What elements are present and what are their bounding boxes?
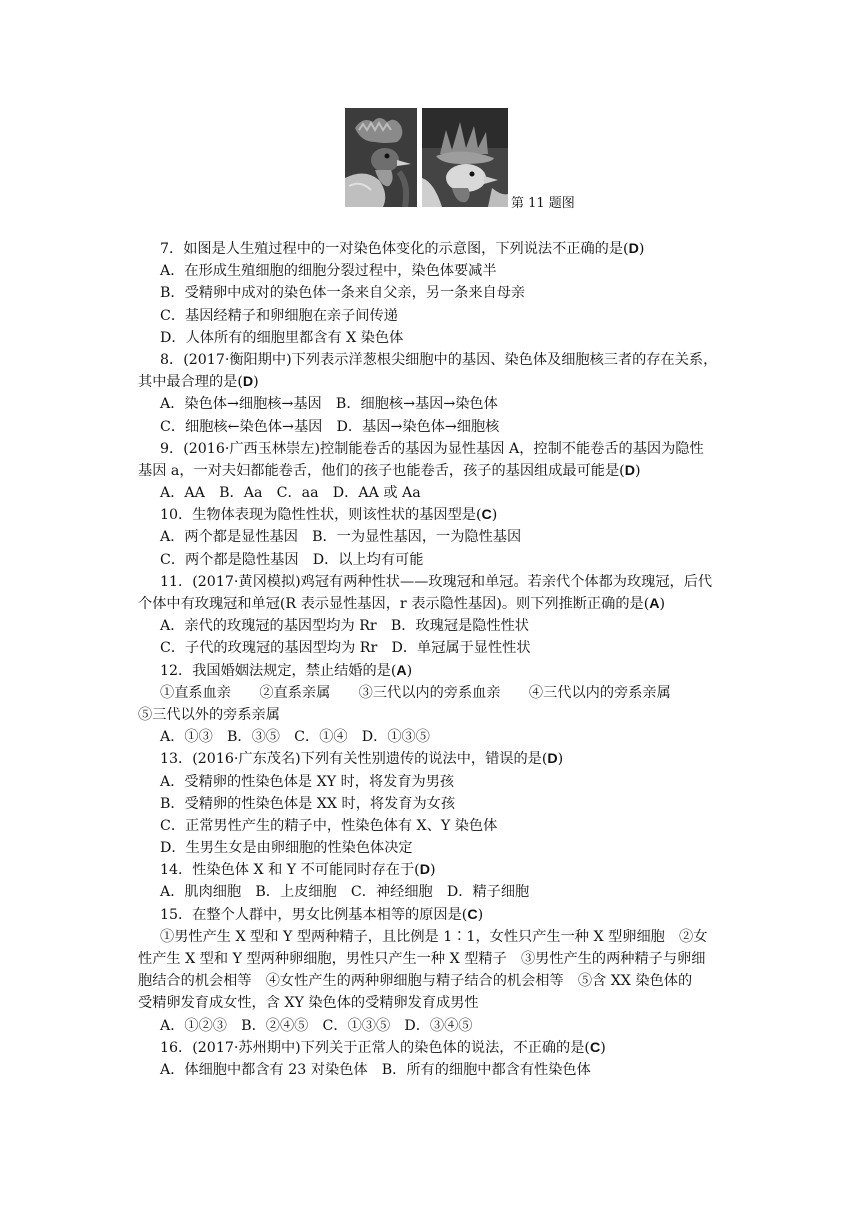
question-11-figure	[345, 108, 585, 211]
line-text: 个体中有玫瑰冠和单冠(R 表示显性基因，r 表示隐性基因)。则下列推断正确的是(	[138, 596, 650, 612]
closing-paren: )	[638, 241, 645, 257]
question-line	[160, 349, 732, 371]
answer-letter: D	[628, 241, 639, 257]
line-text: D．人体所有的细胞里都含有 X 染色体	[160, 329, 404, 346]
continuation-line	[138, 948, 732, 970]
line-text: 13．(2016·广东茂名)下列有关性别遗传的说法中，错误的是(	[160, 751, 548, 768]
rose-comb-rooster-photo	[345, 108, 417, 207]
option-line	[160, 327, 732, 349]
question-line	[160, 660, 732, 682]
answer-letter: C	[467, 906, 478, 923]
line-text: ⑤三代以外的旁系亲属	[138, 706, 280, 723]
option-line	[160, 282, 732, 304]
line-text: 14．性染色体 X 和 Y 不可能同时存在于(	[160, 862, 420, 879]
closing-paren: )	[491, 507, 498, 524]
option-line	[160, 393, 732, 415]
closing-paren: )	[557, 751, 564, 768]
question-line	[160, 859, 732, 881]
line-text: A．肌肉细胞 B．上皮细胞 C．神经细胞 D．精子细胞	[160, 884, 530, 901]
line-text: B．受精卵中成对的染色体一条来自父亲，另一条来自母亲	[160, 285, 526, 302]
option-line	[160, 837, 732, 859]
option-line	[160, 260, 732, 282]
line-text: C．子代的玫瑰冠的基因型均为 Rr D．单冠属于显性性状	[160, 640, 531, 657]
question-line	[160, 504, 732, 526]
line-text: 16．(2017·苏州期中)下列关于正常人的染色体的说法，不正确的是(	[160, 1039, 590, 1056]
option-line	[160, 416, 732, 438]
line-text: 基因 a，一对夫妇都能卷舌，他们的孩子也能卷舌，孩子的基因组成最可能是(	[138, 462, 625, 479]
line-text: 8．(2017·衡阳期中)下列表示洋葱根尖细胞中的基因、染色体及细胞核三者的存在关系，	[160, 351, 718, 368]
line-text: D．生男生女是由卵细胞的性染色体决定	[160, 840, 413, 857]
continuation-line	[138, 970, 732, 992]
closing-paren: )	[253, 374, 259, 391]
line-text: 受精卵发育成女性，含 XY 染色体的受精卵发育成男性	[138, 995, 479, 1012]
closing-paren: )	[477, 906, 484, 923]
closing-paren: )	[406, 662, 413, 679]
question-line	[160, 238, 732, 260]
line-text: B．受精卵的性染色体是 XX 时，将发育为女孩	[160, 795, 456, 812]
figure-caption: 第 11 题图	[511, 196, 575, 211]
line-text: C．正常男性产生的精子中，性染色体有 X、Y 染色体	[160, 817, 498, 834]
continuation-line	[138, 992, 732, 1014]
option-line	[160, 926, 732, 948]
closing-paren: )	[429, 862, 436, 879]
question-line	[160, 438, 732, 460]
line-text: 15．在整个人群中，男女比例基本相等的原因是(	[160, 906, 468, 923]
option-line	[160, 549, 732, 571]
option-line	[160, 771, 732, 793]
option-line	[160, 1059, 732, 1081]
line-text: 7．如图是人生殖过程中的一对染色体变化的示意图，下列说法不正确的是(	[160, 241, 629, 257]
answer-letter: D	[242, 374, 254, 391]
option-line	[160, 726, 732, 748]
continuation-line	[138, 460, 732, 482]
question-line	[160, 748, 732, 770]
question-line	[160, 904, 732, 926]
line-text: 胞结合的机会相等 ④女性产生的两种卵细胞与精子结合的机会相等 ⑤含 XX 染色体的	[138, 973, 693, 990]
continuation-line	[138, 371, 732, 393]
line-text: 9．(2016·广西玉林崇左)控制能卷舌的基因为显性基因 A，控制不能卷舌的基因为隐性	[160, 440, 704, 457]
option-line	[160, 615, 732, 637]
line-text: A．染色体→细胞核→基因 B．细胞核→基因→染色体	[160, 396, 498, 413]
line-text: C．两个都是隐性基因 D．以上均有可能	[160, 551, 424, 568]
line-text: 性产生 X 型和 Y 型两种卵细胞，男性只产生一种 X 型精子 ③男性产生的两种精子与卵细	[138, 951, 706, 967]
answer-letter: A	[649, 596, 660, 612]
option-line	[160, 1015, 732, 1037]
answer-letter: C	[481, 507, 492, 524]
line-text: A．体细胞中都含有 23 对染色体 B．所有的细胞中都含有性染色体	[160, 1061, 591, 1078]
line-text: 其中最合理的是(	[138, 374, 243, 391]
line-text: C．基因经精子和卵细胞在亲子间传递	[160, 307, 398, 324]
single-comb-rooster-photo	[422, 108, 508, 207]
line-text: A．亲代的玫瑰冠的基因型均为 Rr B．玫瑰冠是隐性性状	[160, 618, 529, 635]
option-line	[160, 682, 732, 704]
option-line	[160, 793, 732, 815]
continuation-line	[138, 593, 732, 615]
closing-paren: )	[659, 596, 666, 612]
line-text: 11．(2017·黄冈模拟)鸡冠有两种性状——玫瑰冠和单冠。若亲代个体都为玫瑰冠，后代	[160, 573, 713, 590]
answer-letter: C	[589, 1039, 601, 1056]
answer-letter: A	[396, 662, 407, 679]
line-text: A．AA B．Aa C．aa D．AA 或 Aa	[160, 485, 421, 502]
option-line	[160, 526, 732, 548]
continuation-line	[138, 704, 732, 726]
closing-paren: )	[600, 1039, 606, 1056]
line-text: A．①②③ B．②④⑤ C．①③⑤ D．③④⑤	[160, 1017, 473, 1034]
answer-letter: D	[419, 862, 430, 879]
line-text: A．①③ B．③⑤ C．①④ D．①③⑤	[160, 729, 430, 746]
option-line	[160, 637, 732, 659]
question-line	[160, 571, 732, 593]
question-line	[160, 1037, 732, 1059]
line-text: C．细胞核←染色体→基因 D．基因→染色体→细胞核	[160, 418, 500, 435]
option-line	[160, 881, 732, 903]
line-text: 10．生物体表现为隐性性状，则该性状的基因型是(	[160, 507, 482, 524]
option-line	[160, 305, 732, 327]
line-text: A．受精卵的性染色体是 XY 时，将发育为男孩	[160, 773, 455, 790]
answer-letter: D	[547, 751, 558, 768]
line-text: A．在形成生殖细胞的细胞分裂过程中，染色体要减半	[160, 263, 497, 280]
line-text: ①直系血亲 ②直系亲属 ③三代以内的旁系血亲 ④三代以内的旁系亲属	[160, 684, 671, 701]
closing-paren: )	[634, 462, 641, 479]
option-line	[160, 815, 732, 837]
line-text: ①男性产生 X 型和 Y 型两种精子，且比例是 1∶1，女性只产生一种 X 型卵细胞 ②女	[160, 928, 708, 945]
line-text: 12．我国婚姻法规定，禁止结婚的是(	[160, 662, 397, 679]
line-text: A．两个都是显性基因 B．一为显性基因，一为隐性基因	[160, 529, 522, 546]
question-list	[138, 238, 732, 1081]
option-line	[160, 482, 732, 504]
answer-letter: D	[624, 462, 635, 479]
